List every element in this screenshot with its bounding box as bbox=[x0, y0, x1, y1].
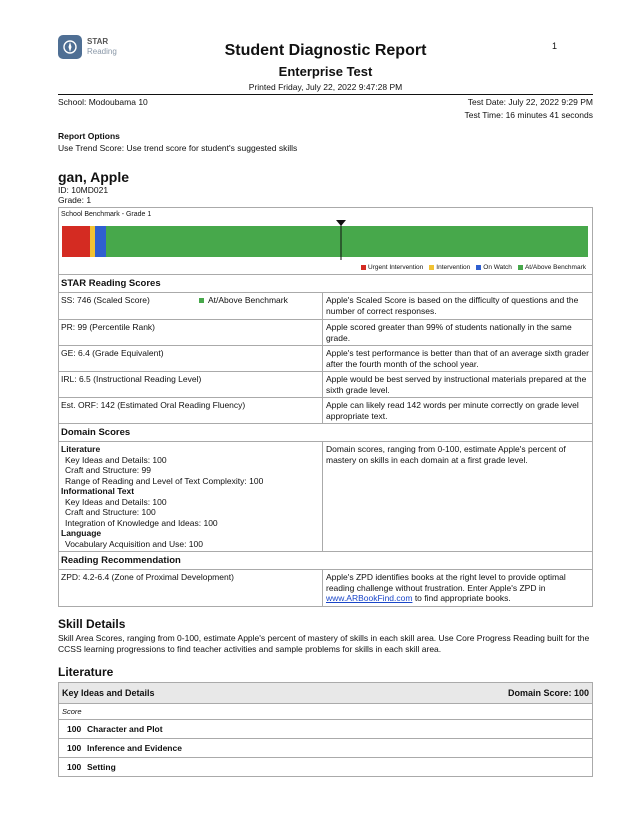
pr-description: Apple scored greater than 99% of students nationally in the same grade. bbox=[326, 322, 572, 343]
test-time: Test Time: 16 minutes 41 seconds bbox=[464, 110, 593, 120]
key-ideas-title: Key Ideas and Details bbox=[62, 687, 155, 698]
list-item: Key Ideas and Details: 100 bbox=[65, 454, 167, 465]
key-ideas-box bbox=[58, 682, 593, 777]
ge-score: GE: 6.4 (Grade Equivalent) bbox=[59, 346, 323, 371]
report-subtitle: Enterprise Test bbox=[278, 64, 373, 79]
list-item: Range of Reading and Level of Text Complexity: 100 bbox=[65, 475, 264, 486]
pr-score: PR: 99 (Percentile Rank) bbox=[59, 320, 323, 345]
table-row bbox=[59, 319, 592, 345]
table-row bbox=[59, 292, 592, 319]
benchmark-bar bbox=[62, 226, 588, 257]
page-number: 1 bbox=[551, 41, 557, 51]
logo-line1: STAR bbox=[87, 37, 109, 46]
legend-benchmark: At/Above Benchmark bbox=[518, 264, 586, 271]
legend-intervention: Intervention bbox=[429, 264, 470, 271]
legend-on-watch: On Watch bbox=[476, 264, 512, 271]
segment-urgent bbox=[62, 226, 90, 257]
benchmark-label: School Benchmark - Grade 1 bbox=[61, 211, 152, 218]
star-scores-heading: STAR Reading Scores bbox=[59, 274, 592, 292]
table-row bbox=[59, 345, 592, 371]
student-grade: Grade: 1 bbox=[58, 195, 92, 205]
orf-score: Est. ORF: 142 (Estimated Oral Reading Fluency) bbox=[59, 398, 323, 423]
logo-line2: Reading bbox=[87, 47, 117, 56]
report-title: Student Diagnostic Report bbox=[224, 42, 427, 59]
report-page bbox=[58, 30, 593, 777]
school-name: School: Modoubama 10 bbox=[58, 97, 148, 107]
segment-benchmark bbox=[106, 226, 588, 257]
table-row bbox=[59, 371, 592, 397]
table-row: 100 Setting bbox=[59, 757, 592, 776]
irl-score: IRL: 6.5 (Instructional Reading Level) bbox=[59, 372, 323, 397]
ss-description: Apple's Scaled Score is based on the difficulty of questions and the number of correct responses. bbox=[326, 295, 579, 316]
score-marker-icon bbox=[336, 220, 346, 260]
arbookfind-link[interactable]: www.ARBookFind.com bbox=[326, 593, 413, 603]
compass-icon bbox=[58, 35, 82, 59]
student-id: ID: 10MD021 bbox=[58, 185, 109, 195]
test-date: Test Date: July 22, 2022 9:29 PM bbox=[467, 97, 593, 107]
report-options-heading: Report Options bbox=[58, 131, 120, 141]
list-item: Craft and Structure: 100 bbox=[65, 507, 156, 517]
skill-details-heading: Skill Details bbox=[58, 616, 126, 631]
benchmark-bar-area bbox=[59, 222, 592, 262]
scores-box bbox=[58, 207, 593, 607]
orf-description: Apple can likely read 142 words per minute correctly on grade level appropriate text. bbox=[326, 400, 579, 421]
table-row: 100 Inference and Evidence bbox=[59, 738, 592, 757]
report-options-text: Use Trend Score: Use trend score for student's suggested skills bbox=[58, 143, 298, 153]
benchmark-status: At/Above Benchmark bbox=[199, 295, 288, 306]
zpd-range: ZPD: 4.2-6.4 (Zone of Proximal Development) bbox=[59, 570, 323, 606]
domain-scores-heading: Domain Scores bbox=[59, 423, 592, 441]
student-name: gan, Apple bbox=[58, 169, 130, 185]
table-row: 100 Character and Plot bbox=[59, 719, 592, 738]
score-column-label: Score bbox=[59, 703, 592, 719]
ss-score: SS: 746 (Scaled Score) bbox=[61, 295, 150, 305]
domain-language-heading: Language bbox=[61, 528, 102, 538]
table-row bbox=[59, 397, 592, 423]
domain-description: Domain scores, ranging from 0-100, estimate Apple's percent of mastery on skills in each domain at a first grade level. bbox=[326, 444, 566, 465]
domain-informational-heading: Informational Text bbox=[61, 486, 135, 496]
list-item: Vocabulary Acquisition and Use: 100 bbox=[65, 538, 203, 549]
skill-details-text: Skill Area Scores, ranging from 0-100, estimate Apple's percent of mastery of skills in each skill area. Use Core Progress Reading built for the CCSS learning progressions to find teacher activities and sample problems for skills in each skill area. bbox=[58, 632, 590, 654]
domain-score: Domain Score: 100 bbox=[507, 687, 589, 698]
list-item: Craft and Structure: 99 bbox=[65, 465, 151, 475]
segment-on-watch bbox=[95, 226, 106, 257]
legend-urgent: Urgent Intervention bbox=[361, 264, 423, 271]
literature-heading: Literature bbox=[58, 664, 114, 679]
recommendation-heading: Reading Recommendation bbox=[59, 551, 592, 569]
list-item: Key Ideas and Details: 100 bbox=[65, 496, 167, 507]
star-logo bbox=[58, 35, 117, 59]
ge-description: Apple's test performance is better than that of an average sixth grader after the fourth month of the school year. bbox=[326, 348, 589, 369]
zpd-description: Apple's ZPD identifies books at the right level to provide optimal reading challenge without frustration. Enter Apple's ZPD in www.ARBookFind.com to find appropriate books. bbox=[326, 572, 566, 603]
printed-date: Printed Friday, July 22, 2022 9:47:28 PM bbox=[248, 82, 403, 92]
benchmark-legend bbox=[59, 262, 592, 274]
domain-literature-heading: Literature bbox=[61, 444, 101, 454]
domain-list bbox=[59, 442, 323, 551]
list-item: Integration of Knowledge and Ideas: 100 bbox=[65, 517, 218, 528]
table-row bbox=[59, 569, 592, 606]
table-row bbox=[59, 441, 592, 551]
irl-description: Apple would be best served by instructional materials prepared at the sixth grade level. bbox=[326, 374, 587, 395]
